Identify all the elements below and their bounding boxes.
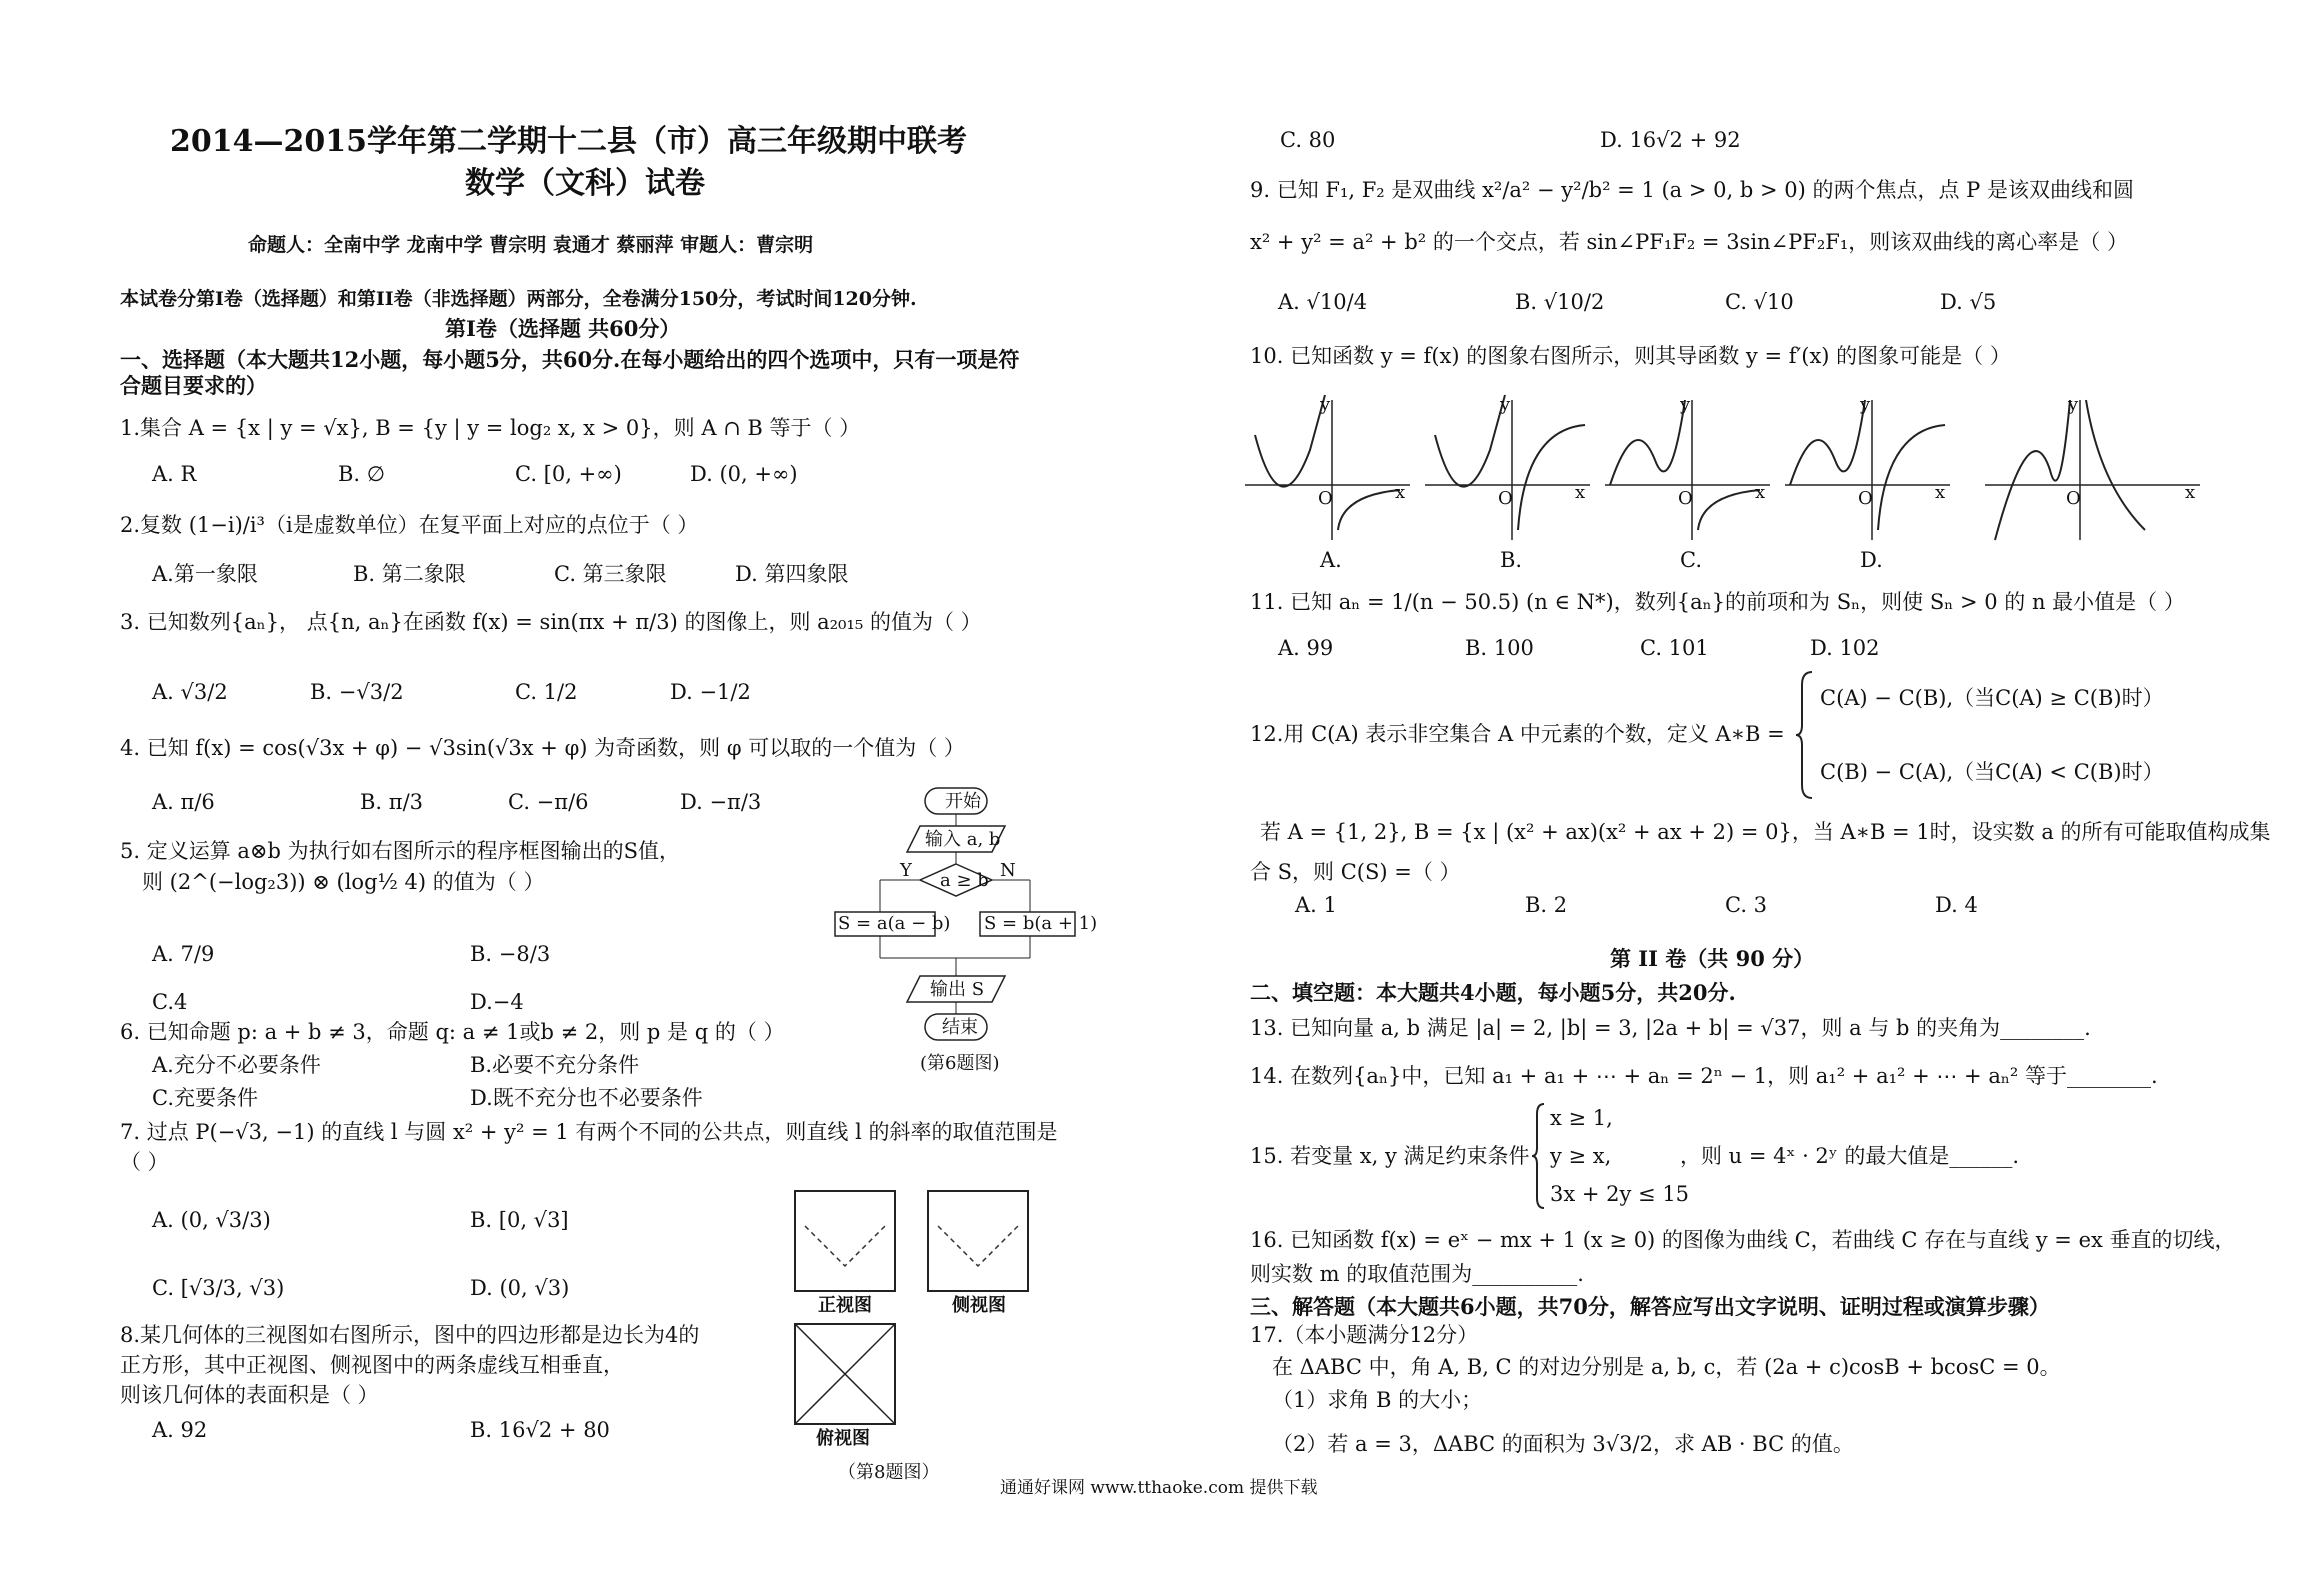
question-17-part2: （2）若 a = 3，ΔABC 的面积为 3√3/2，求 AB · BC 的值。 xyxy=(1272,1432,1854,1456)
q1-option-d: D. (0, +∞) xyxy=(690,462,798,486)
q5-option-c: C.4 xyxy=(152,990,188,1014)
q6-option-c: C.充要条件 xyxy=(152,1086,258,1110)
q1-option-b: B. ∅ xyxy=(338,462,386,486)
question-7: 7. 过点 P(−√3, −1) 的直线 l 与圆 x² + y² = 1 有两个不同的公共点，则直线 l 的斜率的取值范围是 xyxy=(120,1120,1058,1144)
graph-c-x: x xyxy=(1755,482,1766,503)
question-2: 2.复数 (1−i)/i³（i是虚数单位）在复平面上对应的点位于（ ） xyxy=(120,513,699,537)
q6-option-b: B.必要不充分条件 xyxy=(470,1053,640,1077)
section1-heading: 一、选择题（本大题共12小题，每小题5分，共60分.在每小题给出的四个选项中，只有一项是符 xyxy=(120,347,1020,372)
q15-constraint-1: x ≥ 1, xyxy=(1550,1106,1613,1130)
q2-option-b: B. 第二象限 xyxy=(353,562,466,586)
question-13: 13. 已知向量 a, b 满足 |a| = 2, |b| = 3, |2a + b| = √37，则 a 与 b 的夹角为________. xyxy=(1250,1016,2091,1040)
q11-option-b: B. 100 xyxy=(1465,636,1534,660)
exam-intro: 本试卷分第I卷（选择题）和第II卷（非选择题）两部分，全卷满分150分，考试时间120分钟. xyxy=(120,288,917,310)
question-15: 15. 若变量 x, y 满足约束条件 xyxy=(1250,1144,1530,1168)
q6-option-d: D.既不充分也不必要条件 xyxy=(470,1086,703,1110)
top-view-label: 俯视图 xyxy=(816,1428,870,1449)
side-view-label: 侧视图 xyxy=(952,1295,1006,1316)
question-4: 4. 已知 f(x) = cos(√3x + φ) − √3sin(√3x + φ) 为奇函数，则 φ 可以取的一个值为（ ） xyxy=(120,736,965,760)
question-12-cont2: 合 S，则 C(S) =（ ） xyxy=(1250,860,1461,884)
q1-option-a: A. R xyxy=(152,462,197,486)
graph-c-o: O xyxy=(1678,488,1693,509)
q7-option-a: A. (0, √3/3) xyxy=(152,1208,271,1232)
q9-option-a: A. √10/4 xyxy=(1278,290,1368,314)
footer-credit: 通通好课网 www.tthaoke.com 提供下载 xyxy=(1000,1478,1318,1498)
question-12-cont: 若 A = {1, 2}, B = {x | (x² + ax)(x² + ax + 2) = 0}，当 A∗B = 1时，设实数 a 的所有可能取值构成集 xyxy=(1260,820,2271,844)
q8-option-a: A. 92 xyxy=(152,1418,208,1442)
flow-input: 输入 a, b xyxy=(925,829,1001,850)
graph-a-o: O xyxy=(1318,488,1333,509)
q7-option-c: C. [√3/3, √3) xyxy=(152,1276,285,1300)
graph-b-x: x xyxy=(1575,482,1586,503)
q3-option-a: A. √3/2 xyxy=(152,680,228,704)
q2-option-d: D. 第四象限 xyxy=(735,562,849,586)
q9-option-b: B. √10/2 xyxy=(1515,290,1605,314)
graph-b-y: y xyxy=(1500,394,1511,415)
question-17: 17.（本小题满分12分） xyxy=(1250,1323,1479,1347)
question-17-part1: （1）求角 B 的大小； xyxy=(1272,1388,1483,1412)
section3-heading: 三、解答题（本大题共6小题，共70分，解答应写出文字说明、证明过程或演算步骤） xyxy=(1250,1294,2050,1319)
graph-d-x: x xyxy=(1935,482,1946,503)
q11-option-d: D. 102 xyxy=(1810,636,1880,660)
question-16-cont: 则实数 m 的取值范围为__________. xyxy=(1250,1262,1584,1286)
q12-case-1: C(A) − C(B),（当C(A) ≥ C(B)时） xyxy=(1820,686,2164,710)
question-10: 10. 已知函数 y = f(x) 的图象右图所示，则其导函数 y = f′(x) 的图象可能是（ ） xyxy=(1250,344,2011,368)
graph-a-x: x xyxy=(1395,482,1406,503)
question-15-cont: ，则 u = 4ˣ · 2ʸ 的最大值是______. xyxy=(1680,1144,2020,1168)
flow-output: 输出 S xyxy=(930,979,985,1000)
q9-option-c: C. √10 xyxy=(1725,290,1794,314)
exam-title: 2014—2015学年第二学期十二县（市）高三年级期中联考 xyxy=(170,124,967,159)
q15-constraint-2: y ≥ x, xyxy=(1550,1144,1612,1168)
part1-heading: 第I卷（选择题 共60分） xyxy=(445,316,681,341)
flow-end: 结束 xyxy=(942,1017,978,1038)
q5-option-a: A. 7/9 xyxy=(152,942,215,966)
flow-branch-n: S = b(a + 1) xyxy=(984,913,1098,934)
q12-option-c: C. 3 xyxy=(1725,893,1768,917)
q2-option-a: A.第一象限 xyxy=(152,562,258,586)
q11-option-a: A. 99 xyxy=(1278,636,1334,660)
question-1: 1.集合 A = {x | y = √x}, B = {y | y = log₂ x, x > 0}，则 A ∩ B 等于（ ） xyxy=(120,416,861,440)
flow-condition: a ≥ b xyxy=(940,870,989,891)
q8-option-d: D. 16√2 + 92 xyxy=(1600,128,1741,152)
q5-option-d: D.−4 xyxy=(470,990,524,1014)
q10-option-d: D. xyxy=(1860,548,1883,572)
q7-option-d: D. (0, √3) xyxy=(470,1276,570,1300)
q5-option-b: B. −8/3 xyxy=(470,942,551,966)
question-14: 14. 在数列{aₙ}中，已知 a₁ + a₁ + ⋯ + aₙ = 2ⁿ − 1，则 a₁² + a₁² + ⋯ + aₙ² 等于________. xyxy=(1250,1064,2158,1088)
q7-option-b: B. [0, √3] xyxy=(470,1208,569,1232)
q8-figure-caption: （第8题图） xyxy=(838,1462,940,1483)
q10-option-c: C. xyxy=(1680,548,1702,572)
flow-yes: Y xyxy=(900,860,912,881)
q8-option-b: B. 16√2 + 80 xyxy=(470,1418,610,1442)
question-7-cont: （ ） xyxy=(120,1150,169,1174)
q12-brace xyxy=(1796,670,1816,800)
q4-option-a: A. π/6 xyxy=(152,790,215,814)
derivative-graphs xyxy=(1240,390,2200,550)
flow-branch-y: S = a(a − b) xyxy=(838,913,951,934)
graph-f-x: x xyxy=(2185,482,2196,503)
question-8-cont2: 则该几何体的表面积是（ ） xyxy=(120,1383,379,1407)
q12-option-d: D. 4 xyxy=(1935,893,1978,917)
front-view-label: 正视图 xyxy=(818,1295,872,1316)
q3-option-c: C. 1/2 xyxy=(515,680,578,704)
q3-option-d: D. −1/2 xyxy=(670,680,751,704)
graph-b-o: O xyxy=(1498,488,1513,509)
graph-f-y: y xyxy=(2068,394,2079,415)
graph-a-y: y xyxy=(1320,394,1331,415)
question-16: 16. 已知函数 f(x) = eˣ − mx + 1 (x ≥ 0) 的图像为曲线 C，若曲线 C 存在与直线 y = ex 垂直的切线， xyxy=(1250,1228,2236,1252)
q9-option-d: D. √5 xyxy=(1940,290,1997,314)
flow-caption: (第6题图) xyxy=(920,1053,1000,1074)
q10-option-a: A. xyxy=(1320,548,1342,572)
question-5: 5. 定义运算 a⊗b 为执行如右图所示的程序框图输出的S值， xyxy=(120,839,681,863)
exam-authors: 命题人：全南中学 龙南中学 曹宗明 袁通才 蔡丽萍 审题人：曹宗明 xyxy=(248,234,814,256)
q12-option-b: B. 2 xyxy=(1525,893,1568,917)
question-11: 11. 已知 aₙ = 1/(n − 50.5) (n ∈ N*)，数列{aₙ}的前项和为 Sₙ，则使 Sₙ > 0 的 n 最小值是（ ） xyxy=(1250,590,2185,614)
q6-option-a: A.充分不必要条件 xyxy=(152,1053,321,1077)
q4-option-b: B. π/3 xyxy=(360,790,424,814)
q11-option-c: C. 101 xyxy=(1640,636,1709,660)
question-17-stem: 在 ΔABC 中，角 A, B, C 的对边分别是 a, b, c，若 (2a + c)cosB + bcosC = 0。 xyxy=(1272,1355,2061,1379)
section2-heading: 二、填空题：本大题共4小题，每小题5分，共20分. xyxy=(1250,980,1736,1005)
flow-no: N xyxy=(1000,860,1016,881)
q4-option-c: C. −π/6 xyxy=(508,790,589,814)
flow-start: 开始 xyxy=(945,791,981,812)
question-8: 8.某几何体的三视图如右图所示，图中的四边形都是边长为4的 xyxy=(120,1323,700,1347)
question-5-cont: 则 (2^(−log₂3)) ⊗ (log½ 4) 的值为（ ） xyxy=(142,870,545,894)
graph-d-o: O xyxy=(1858,488,1873,509)
question-3: 3. 已知数列{aₙ}， 点{n, aₙ}在函数 f(x) = sin(πx + π/3) 的图像上，则 a₂₀₁₅ 的值为（ ） xyxy=(120,610,982,634)
q15-brace xyxy=(1532,1102,1546,1210)
q10-option-b: B. xyxy=(1500,548,1523,572)
section1-heading-cont: 合题目要求的） xyxy=(120,373,267,398)
part2-heading: 第 II 卷（共 90 分） xyxy=(1610,946,1815,971)
q3-option-b: B. −√3/2 xyxy=(310,680,404,704)
q4-option-d: D. −π/3 xyxy=(680,790,762,814)
graph-c-y: y xyxy=(1680,394,1691,415)
question-9-cont: x² + y² = a² + b² 的一个交点，若 sin∠PF₁F₂ = 3sin∠PF₂F₁，则该双曲线的离心率是（ ） xyxy=(1250,230,2128,254)
exam-subtitle: 数学（文科）试卷 xyxy=(465,166,705,201)
graph-f-o: O xyxy=(2066,488,2081,509)
q15-constraint-3: 3x + 2y ≤ 15 xyxy=(1550,1182,1690,1206)
q12-case-2: C(B) − C(A),（当C(A) < C(B)时） xyxy=(1820,760,2164,784)
graph-d-y: y xyxy=(1860,394,1871,415)
question-9: 9. 已知 F₁, F₂ 是双曲线 x²/a² − y²/b² = 1 (a > 0, b > 0) 的两个焦点，点 P 是该双曲线和圆 xyxy=(1250,178,2134,202)
question-8-cont: 正方形，其中正视图、侧视图中的两条虚线互相垂直， xyxy=(120,1353,624,1377)
q2-option-c: C. 第三象限 xyxy=(554,562,667,586)
question-12: 12.用 C(A) 表示非空集合 A 中元素的个数，定义 A∗B = xyxy=(1250,722,1785,746)
q1-option-c: C. [0, +∞) xyxy=(515,462,622,486)
q12-option-a: A. 1 xyxy=(1295,893,1337,917)
q8-option-c: C. 80 xyxy=(1280,128,1336,152)
question-6: 6. 已知命题 p: a + b ≠ 3，命题 q: a ≠ 1或b ≠ 2，则 p 是 q 的（ ） xyxy=(120,1020,785,1044)
